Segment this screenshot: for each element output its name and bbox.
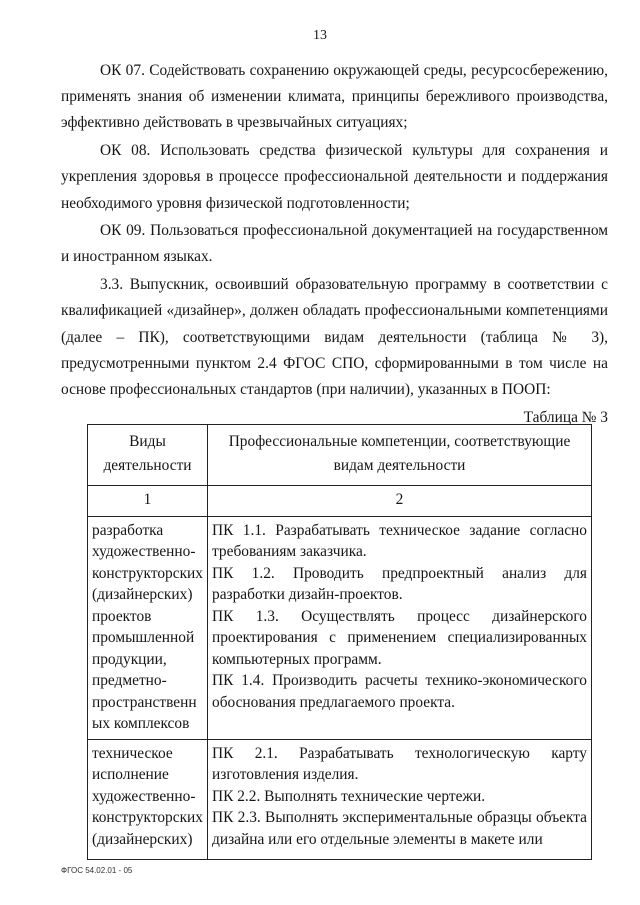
competence-pk-1-3: ПК 1.3. Осуществлять процесс дизайнерского проектирования с применением специализированных компьютерных программ. <box>212 607 587 668</box>
activity-line: художественно- <box>92 787 196 805</box>
activity-line: конструкторских <box>92 564 203 582</box>
activity-line: ых комплексов <box>92 715 190 732</box>
activity-line: пространственн <box>92 693 197 711</box>
paragraph-ok09: ОК 09. Пользоваться профессиональной документацией на государственном и иностранном языках. <box>61 222 608 266</box>
activity-line: разработка <box>92 521 164 539</box>
activity-line: проектов <box>92 607 152 625</box>
paragraph-ok07: ОК 07. Содействовать сохранению окружающей среды, ресурсосбережению, применять знания об изменении климата, принципы бережливого производства, эффективно действовать в чрезвычайных ситуациях; <box>61 62 608 132</box>
activity-line: (дизайнерских) <box>92 586 193 603</box>
competence-pk-1-1: ПК 1.1. Разрабатывать техническое задание согласно требованиям заказчика. <box>212 521 587 560</box>
paragraph-ok08: ОК 08. Использовать средства физической культуры для сохранения и укрепления здоровья в процессе профессиональной деятельности и поддержания необходимого уровня физической подготовленности; <box>61 142 608 212</box>
paragraph-3-3: 3.3. Выпускник, освоивший образовательную программу в соответствии с квалификацией «дизайнер», должен обладать профессиональными компетенциями (далее – ПК), соответствующими видам деятельности (таблица № 3), предусмотренными пунктом 2.4 ФГОС СПО, сформированными в том числе на основе профессиональных стандартов (при наличии), указанных в ПООП: <box>61 276 608 398</box>
competence-pk-2-3: ПК 2.3. Выполнять экспериментальные образцы объекта дизайна или его отдельные элементы в макете или <box>212 809 587 848</box>
activity-line: конструкторских <box>92 809 203 826</box>
activity-cell <box>88 516 208 739</box>
table-number-row <box>88 486 592 517</box>
header-activity-types: Виды деятельности <box>88 425 208 486</box>
activity-line: художественно- <box>92 543 196 560</box>
column-number-1: 1 <box>88 486 208 517</box>
competence-pk-2-2: ПК 2.2. Выполнять технические чертежи. <box>212 787 486 805</box>
body-text <box>61 58 608 431</box>
activity-line: исполнение <box>92 766 169 783</box>
table-header-row <box>88 425 592 486</box>
activity-line: техническое <box>92 744 173 762</box>
activity-cell <box>88 739 208 859</box>
competences-cell <box>208 739 592 859</box>
activity-line: (дизайнерских) <box>92 830 193 848</box>
document-footer: ФГОС 54.02.01 - 05 <box>61 866 133 875</box>
competence-pk-1-2: ПК 1.2. Проводить предпроектный анализ для разработки дизайн-проектов. <box>212 564 587 603</box>
competence-pk-2-1: ПК 2.1. Разрабатывать технологическую карту изготовления изделия. <box>212 744 587 783</box>
table-row <box>88 516 592 739</box>
page-number: 13 <box>313 28 327 43</box>
table-row <box>88 739 592 859</box>
activity-line: промышленной <box>92 629 195 646</box>
competences-cell <box>208 516 592 739</box>
activity-line: предметно- <box>92 672 167 689</box>
competence-pk-1-4: ПК 1.4. Производить расчеты технико-экономического обоснования предлагаемого проекта. <box>212 672 587 711</box>
activity-line: продукции, <box>92 650 167 668</box>
table-caption: Таблица № 3 <box>523 408 608 426</box>
header-competences: Профессиональные компетенции, соответствующие видам деятельности <box>208 425 592 486</box>
competences-table <box>87 424 592 860</box>
column-number-2: 2 <box>208 486 592 517</box>
